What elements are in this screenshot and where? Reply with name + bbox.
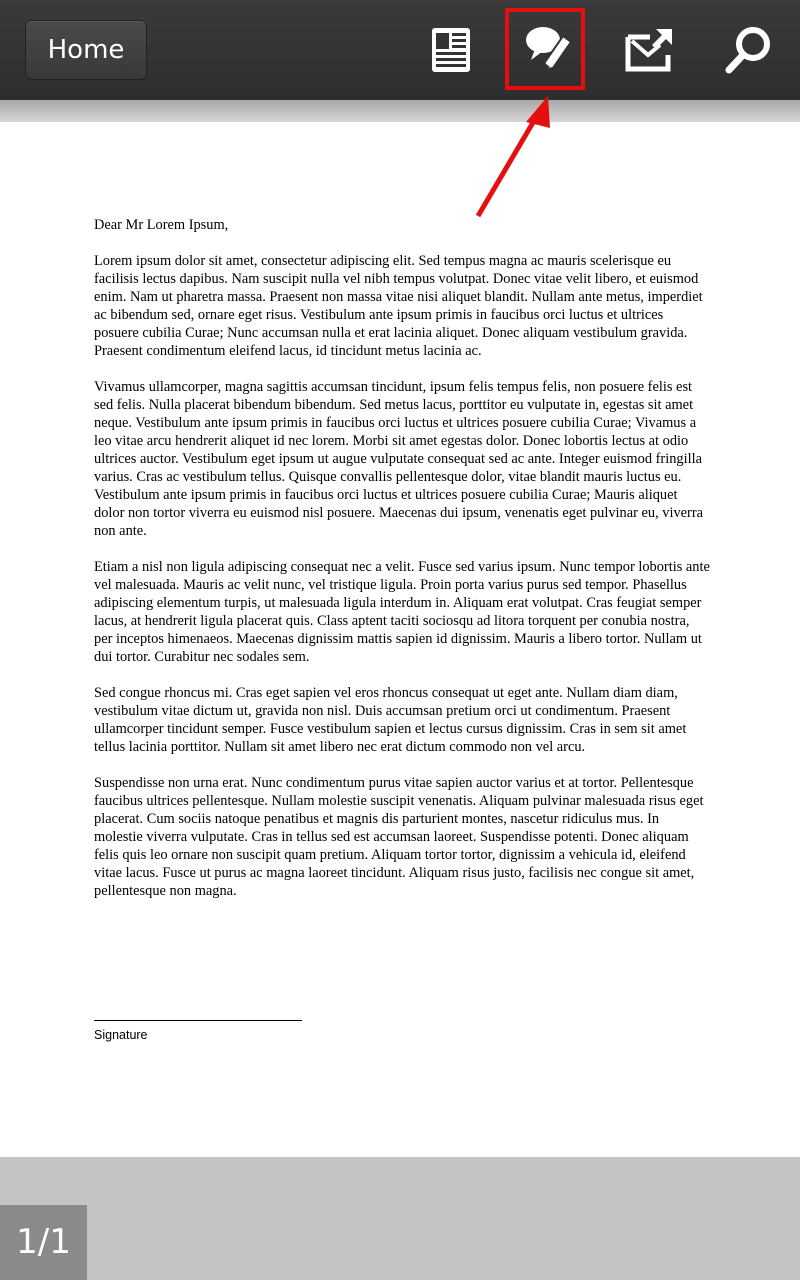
page-indicator: 1/1 — [0, 1205, 87, 1280]
paragraph: Sed congue rhoncus mi. Cras eget sapien vel eros rhoncus consequat ut eget ante. Nullam diam diam, vestibulum vitae dictum ut, gravida non nisl. Duis accumsan pretium orci ut condimentum. Praesent ullamcorper tincidunt semper. Fusce vestibulum sapien et lectus cursus dignissim. Cras in sem sit amet tellus lacinia porttitor. Nullam sit amet libero nec erat dictum commodo non vel arcu. — [94, 685, 687, 755]
red-arrow-pointer — [470, 92, 570, 222]
paragraph: Vivamus ullamcorper, magna sagittis accumsan tincidunt, ipsum felis tempus felis, non posuere felis est sed felis. Nulla placerat bibendum bibendum. Sed metus lacus, porttitor eu vulputate in, egestas sit amet neque. Vestibulum ante ipsum primis in faucibus orci luctus et ultrices posuere cubilia Curae; Vivamus a leo vitae arcu hendrerit aliquet id nec lorem. Morbi sit amet egestas dolor. Donec lobortis lectus at odio ultrices auctor. Vestibulum eget ipsum ut augue vulputate consequat sed ac ante. Integer euismod fringilla varius. Cras ac vestibulum tellus. Quisque convallis pellentesque dolor, vitae blandit mauris luctus eu. Vestibulum ante ipsum primis in faucibus orci luctus et ultrices posuere cubilia Curae; Mauris aliquet dolor non tortor viverra eu euismod nisl posuere. Maecenas dui ipsum, venenatis eget pulvinar eu, viverra non ante. — [94, 379, 704, 539]
signature-line — [94, 1020, 302, 1021]
salutation: Dear Mr Lorem Ipsum, — [94, 217, 229, 233]
document-page — [0, 122, 800, 1157]
bottom-area — [0, 1157, 800, 1280]
reader-view-icon[interactable] — [426, 25, 476, 75]
signature-label: Signature — [94, 1028, 148, 1042]
toolbar-shadow-strip — [0, 100, 800, 122]
annotate-highlight-box — [505, 8, 585, 90]
search-icon[interactable] — [724, 25, 774, 75]
top-toolbar — [0, 0, 800, 100]
paragraph: Lorem ipsum dolor sit amet, consectetur adipiscing elit. Sed tempus magna ac mauris scelerisque eu facilisis lectus dapibus. Nam suscipit nulla vel nibh tempus volutpat. Donec vitae velit libero, et euismod enim. Nam ut pharetra massa. Praesent non massa vitae nisi aliquet blandit. Nullam ante metus, imperdiet ac bibendum sed, ornare eget risus. Vestibulum ante ipsum primis in faucibus orci luctus et ultrices posuere cubilia Curae; Nunc accumsan nulla et erat lacinia aliquet. Donec aliquam vestibulum gravida. Praesent condimentum eleifend lacus, id tincidunt metus lacinia ac. — [94, 253, 703, 359]
paragraph: Etiam a nisl non ligula adipiscing consequat nec a velit. Fusce sed varius ipsum. Nunc tempor lobortis ante vel malesuada. Mauris ac velit nunc, vel tristique ligula. Proin porta varius purus sed tempor. Phasellus adipiscing elementum turpis, ut malesuada ligula interdum in. Aliquam erat volutpat. Cras feugiat semper lacus, at hendrerit ligula placerat quis. Class aptent taciti sociosqu ad litora torquent per conubia nostra, per inceptos himenaeos. Maecenas dignissim mattis sapien id dignissim. Mauris a libero tortor. Nullam ut dui tortor. Curabitur nec sodales sem. — [94, 559, 710, 665]
share-icon[interactable] — [624, 25, 674, 75]
home-button[interactable]: Home — [25, 20, 147, 80]
paragraph: Suspendisse non urna erat. Nunc condimentum purus vitae sapien auctor varius et at tortor. Pellentesque faucibus ultrices pellentesque. Nullam molestie suscipit venenatis. Aliquam pulvinar malesuada risus eget placerat. Cum sociis natoque penatibus et magnis dis parturient montes, nascetur ridiculus mus. In molestie viverra vulputate. Cras in tellus sed est accumsan laoreet. Suspendisse potenti. Donec aliquam felis quis leo ornare non suscipit quam pretium. Aliquam tortor tortor, dignissim a vehicula id, eleifend vitae lacus. Fusce ut purus ac magna laoreet tincidunt. Aliquam risus justo, facilisis nec congue sit amet, pellentesque non magna. — [94, 775, 704, 899]
letter-body — [94, 216, 710, 918]
